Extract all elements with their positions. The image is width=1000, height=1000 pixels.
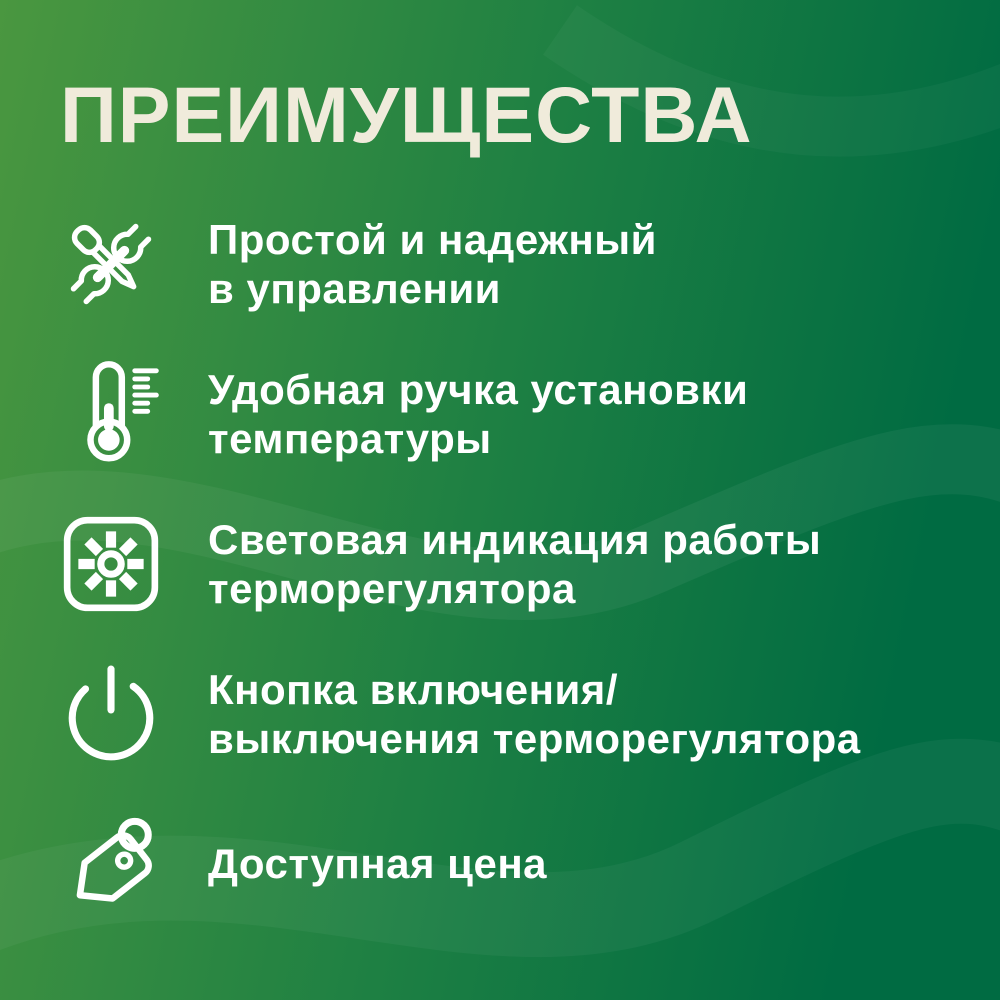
- advantage-row-indicator: [52, 489, 964, 639]
- advantage-row-controls: [52, 189, 964, 339]
- advantage-row-power: [52, 639, 964, 789]
- advantage-text: [208, 839, 547, 888]
- wrench-shape: [70, 223, 151, 304]
- advantage-line: Кнопка включения/: [208, 665, 618, 713]
- thermometer-scale: [135, 371, 157, 412]
- advantage-line: Световая индикация работы: [208, 515, 822, 563]
- advantage-line: Простой и надежный: [208, 215, 657, 263]
- light-indicator-icon: [52, 500, 170, 628]
- advantages-list: [52, 189, 964, 939]
- price-tag-icon: [52, 800, 170, 928]
- advantage-line: выключения терморегулятора: [208, 714, 861, 762]
- indicator-spokes: [78, 531, 143, 596]
- advantage-line: Доступная цена: [208, 840, 548, 888]
- tools-icon: [52, 200, 170, 328]
- advantage-text: [208, 665, 861, 763]
- power-icon: [52, 650, 170, 778]
- advantage-line: терморегулятора: [208, 564, 576, 612]
- advantage-text: [208, 515, 821, 613]
- page-title: ПРЕИМУЩЕСТВА: [60, 70, 753, 159]
- advantage-row-temperature: [52, 339, 964, 489]
- advantage-line: Удобная ручка установки: [208, 365, 749, 413]
- advantage-text: [208, 365, 748, 463]
- advantage-line: температуры: [208, 414, 492, 462]
- advantage-row-price: [52, 789, 964, 939]
- advantage-text: [208, 215, 657, 313]
- thermometer-icon: [52, 350, 170, 478]
- advantage-line: в управлении: [208, 264, 501, 312]
